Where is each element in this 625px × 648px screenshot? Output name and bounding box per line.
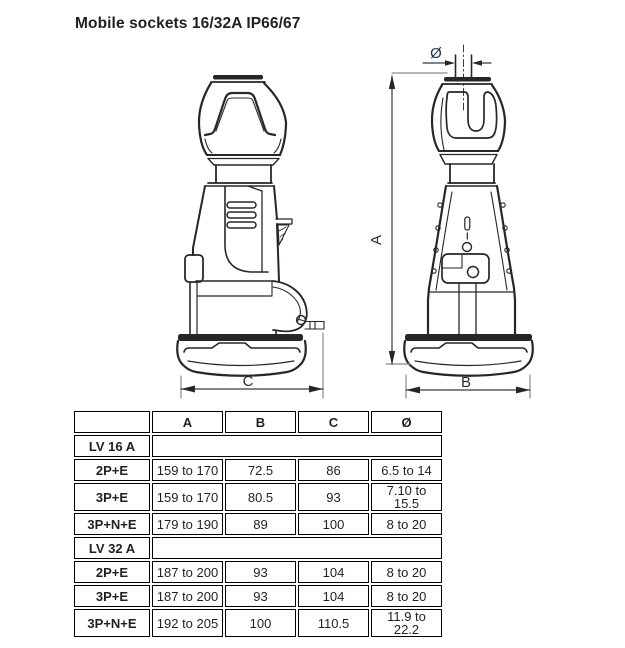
dim-value-c: 110.5 <box>298 609 369 637</box>
socket-front-view <box>404 45 533 376</box>
table-row <box>74 561 442 583</box>
side-clip <box>185 255 203 282</box>
dimensions-table-wrap <box>72 409 444 639</box>
dim-value-c: 93 <box>298 483 369 511</box>
table-row <box>74 483 442 511</box>
socket-base-front <box>404 334 533 376</box>
b-label: B <box>460 374 472 391</box>
section-row <box>74 537 442 559</box>
col-header-b: B <box>225 411 296 433</box>
section-row <box>74 435 442 457</box>
dim-value-diameter: 8 to 20 <box>371 561 442 583</box>
dim-value-diameter: 8 to 20 <box>371 585 442 607</box>
section-empty-cell <box>152 435 442 457</box>
dim-value-b: 100 <box>225 609 296 637</box>
row-label: 3P+E <box>74 585 150 607</box>
dim-value-a: 192 to 205 <box>152 609 223 637</box>
dim-value-c: 100 <box>298 513 369 535</box>
front-face-details <box>430 217 513 334</box>
section-label-lv32: LV 32 A <box>74 537 150 559</box>
row-label: 3P+N+E <box>74 609 150 637</box>
table-row <box>74 609 442 637</box>
table-row <box>74 513 442 535</box>
row-label: 3P+N+E <box>74 513 150 535</box>
section-label-lv16: LV 16 A <box>74 435 150 457</box>
socket-side-view <box>177 75 324 376</box>
dim-value-a: 159 to 170 <box>152 483 223 511</box>
cap-top-band <box>444 77 491 82</box>
table-row <box>74 585 442 607</box>
dim-value-b: 72.5 <box>225 459 296 481</box>
a-label: A <box>368 234 385 246</box>
dim-value-b: 93 <box>225 561 296 583</box>
dim-value-a: 179 to 190 <box>152 513 223 535</box>
dim-value-a: 159 to 170 <box>152 459 223 481</box>
header-row <box>74 411 442 433</box>
row-label: 3P+E <box>74 483 150 511</box>
latch-lever <box>273 281 324 334</box>
row-label: 2P+E <box>74 561 150 583</box>
table-row <box>74 459 442 481</box>
col-header-diameter: Ø <box>371 411 442 433</box>
c-label: C <box>242 373 254 390</box>
dim-value-diameter: 6.5 to 14 <box>371 459 442 481</box>
dimension-b <box>406 374 530 398</box>
dimension-diameter <box>423 45 491 66</box>
col-header-c: C <box>298 411 369 433</box>
header-blank-cell <box>74 411 150 433</box>
row-label: 2P+E <box>74 459 150 481</box>
diameter-label: Ø <box>430 45 442 62</box>
section-empty-cell <box>152 537 442 559</box>
dim-value-b: 89 <box>225 513 296 535</box>
dim-value-b: 93 <box>225 585 296 607</box>
dim-value-diameter: 7.10 to 15.5 <box>371 483 442 511</box>
dim-value-b: 80.5 <box>225 483 296 511</box>
dimensions-table <box>72 409 444 639</box>
cable-ribs <box>227 202 256 228</box>
col-header-a: A <box>152 411 223 433</box>
page-title: Mobile sockets 16/32A IP66/67 <box>75 15 301 32</box>
dim-value-c: 86 <box>298 459 369 481</box>
dim-value-a: 187 to 200 <box>152 585 223 607</box>
cap-top-band <box>213 75 263 80</box>
dim-value-a: 187 to 200 <box>152 561 223 583</box>
dim-value-c: 104 <box>298 561 369 583</box>
cap-grip <box>441 92 497 150</box>
hinge-bracket <box>276 219 292 245</box>
dim-value-c: 104 <box>298 585 369 607</box>
socket-base-side <box>177 334 306 376</box>
plate-screw <box>468 267 479 278</box>
screw-hole <box>463 243 472 252</box>
dimension-a <box>368 73 447 365</box>
keyhole-slot <box>465 217 470 230</box>
dim-value-diameter: 11.9 to 22.2 <box>371 609 442 637</box>
dim-value-diameter: 8 to 20 <box>371 513 442 535</box>
